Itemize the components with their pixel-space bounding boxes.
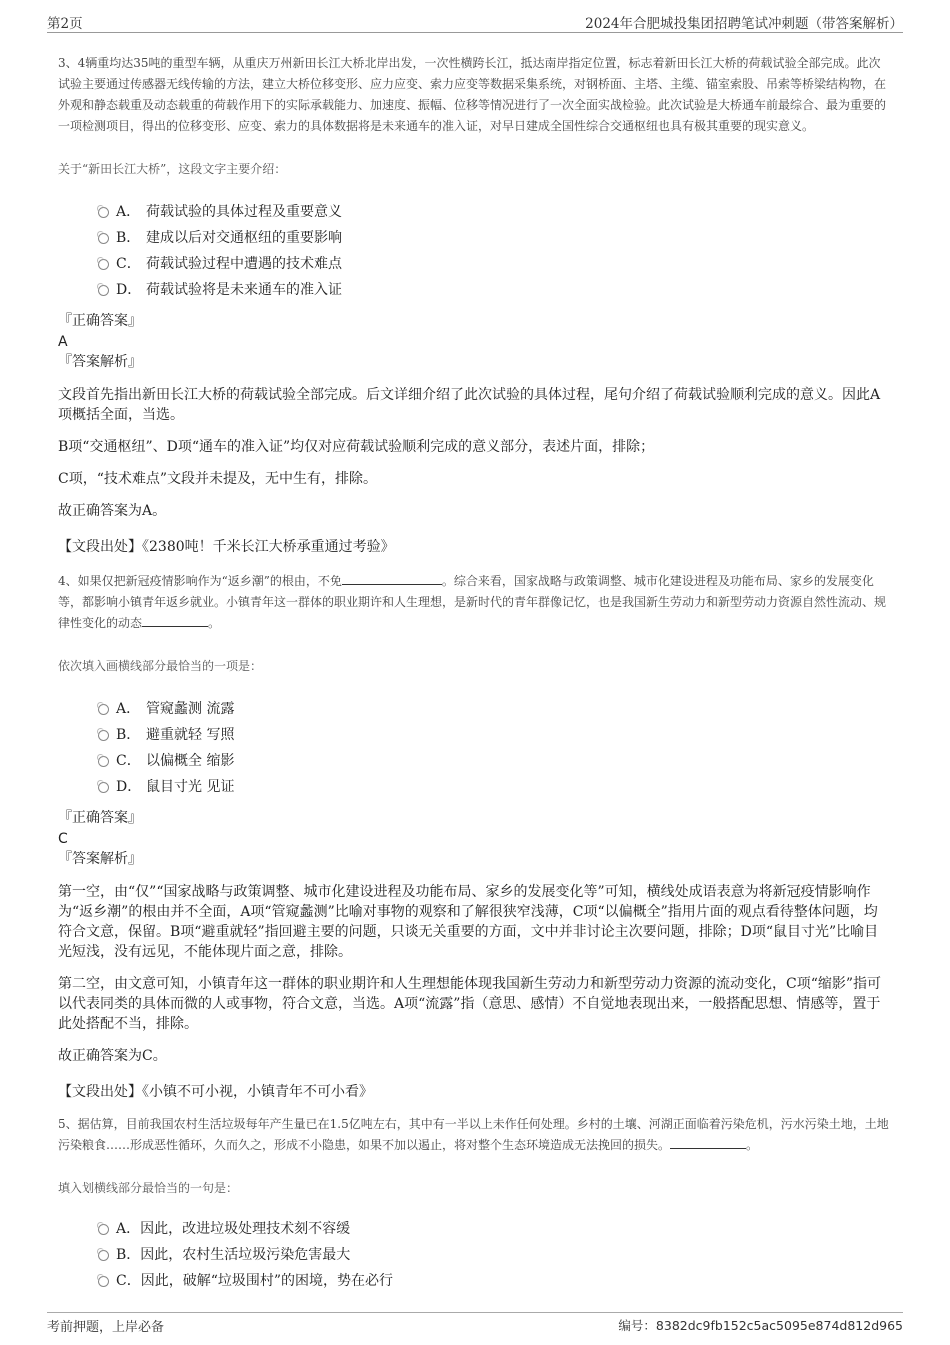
analysis-paragraph: 文段首先指出新田长江大桥的荷载试验全部完成。后文详细介绍了此次试验的具体过程，尾句介绍了荷载试验顺利完成的意义。因此A项概括全面，当选。 [58,387,881,423]
fill-blank [142,614,208,627]
document-serial: 编号：8382dc9fb152c5ac5095e874d812d965 [618,1318,903,1333]
option-c[interactable]: C． 以偏概全 缩影 [98,748,890,774]
option-b[interactable]: B． 避重就轻 写照 [98,722,890,748]
correct-answer: C [58,831,68,847]
radio-icon[interactable] [98,1276,109,1287]
question-5-text: 5、据估算，目前我国农村生活垃圾每年产生量已在1.5亿吨左右，其中有一半以上未作任何处理。乡村的土壤、河湖正面临着污染危机，污水污染土地，土地污染粮食……形成恶性循环，久而久之，形成不小隐患，如果不加以遏止，将对整个生态环境造成无法挽回的损失。 。 [58,1117,889,1152]
analysis-paragraph: B项“交通枢纽”、D项“通车的准入证”均仅对应荷载试验顺利完成的意义部分，表述片面，排除； [58,439,655,455]
correct-answer: A [58,334,68,350]
question-3 [58,53,890,557]
radio-icon[interactable] [98,207,109,218]
answer-heading: 『正确答案』 [58,313,142,329]
question-4-prompt: 依次填入画横线部分最恰当的一项是： [58,659,263,673]
radio-icon[interactable] [98,1224,109,1235]
fill-blank [342,572,442,585]
option-a[interactable]: A． 管窥蠡测 流露 [98,696,890,722]
analysis-heading: 『答案解析』 [58,354,142,370]
radio-icon[interactable] [98,259,109,270]
page-number: 第2页 [47,16,83,32]
analysis-conclusion: 故正确答案为C。 [58,1048,167,1064]
question-5 [58,1114,890,1294]
option-b[interactable]: B．因此，农村生活垃圾污染危害最大 [98,1242,890,1268]
page-footer [47,1312,903,1337]
question-4-options [98,696,890,800]
answer-heading: 『正确答案』 [58,810,142,826]
option-d[interactable]: D． 荷载试验将是未来通车的准入证 [98,277,890,303]
question-3-prompt: 关于“新田长江大桥”，这段文字主要介绍： [58,162,287,176]
radio-icon[interactable] [98,233,109,244]
option-b[interactable]: B． 建成以后对交通枢纽的重要影响 [98,225,890,251]
footer-slogan: 考前押题，上岸必备 [47,1320,165,1335]
radio-icon[interactable] [98,782,109,793]
option-a[interactable]: A． 荷载试验的具体过程及重要意义 [98,199,890,225]
radio-icon[interactable] [98,704,109,715]
question-5-options [98,1216,890,1294]
source-citation: 【文段出处】《小镇不可小视，小镇青年不可小看》 [58,1084,373,1100]
analysis-heading: 『答案解析』 [58,851,142,867]
analysis-paragraph: 第一空，由“仅”“国家战略与政策调整、城市化建设进程及功能布局、家乡的发展变化等”可知，横线处成语表意为将新冠疫情影响作为“返乡潮”的根由并不全面，A项“管窥蠡测”比喻对事物的观察和了解很狭窄浅薄，C项“以偏概全”指用片面的观点看待整体问题，均符合文意，保留。B项“避重就轻”指回避主要的问题，只谈无关重要的方面，文中并非讨论主次要问题，排除；D项“鼠目寸光”比喻目光短浅，没有远见，不能体现片面之意，排除。 [58,884,879,960]
document-body [58,53,890,1294]
question-5-prompt: 填入划横线部分最恰当的一句是： [58,1181,239,1195]
question-4-text: 4、如果仅把新冠疫情影响作为“返乡潮”的根由，不免 。综合来看，国家战略与政策调整、城市化建设进程及功能布局、家乡的发展变化等，都影响小镇青年返乡就业。小镇青年这一群体的职业期许和人生理想，是新时代的青年群像记忆，也是我国新生劳动力和新型劳动力资源自然性流动、规律性变化的动态 。 [58,574,887,630]
source-citation: 【文段出处】《2380吨！千米长江大桥承重通过考验》 [58,539,395,555]
option-c[interactable]: C．因此，破解“垃圾围村”的困境，势在必行 [98,1268,890,1294]
analysis-paragraph: 第二空，由文意可知，小镇青年这一群体的职业期许和人生理想能体现我国新生劳动力和新型劳动力资源的流动变化，C项“缩影”指可以代表同类的具体而微的人或事物，符合文意，当选。A项“流露”指（意思、感情）不自觉地表现出来，一般搭配思想、情感等，置于此处搭配不当，排除。 [58,976,882,1032]
radio-icon[interactable] [98,285,109,296]
radio-icon[interactable] [98,1250,109,1261]
question-3-options [98,199,890,303]
option-d[interactable]: D． 鼠目寸光 见证 [98,774,890,800]
option-a[interactable]: A．因此，改进垃圾处理技术刻不容缓 [98,1216,890,1242]
option-c[interactable]: C． 荷载试验过程中遭遇的技术难点 [98,251,890,277]
analysis-paragraph: C项，“技术难点”文段并未提及，无中生有，排除。 [58,471,378,487]
question-3-text: 3、4辆重均达35吨的重型车辆，从重庆万州新田长江大桥北岸出发，一次性横跨长江，抵达南岸指定位置，标志着新田长江大桥的荷载试验全部完成。此次试验主要通过传感器无线传输的方法，建立大桥位移变形、应力应变、索力应变等数据采集系统，对钢桥面、主塔、主缆、锚室索股、吊索等桥梁结构物，在外观和静态载重及动态载重的荷载作用下的实际承载能力、加速度、振幅、位移等情况进行了一次全面实战检验。此次试验是大桥通车前最综合、最为重要的一项检测项目，得出的位移变形、应变、索力的具体数据将是未来通车的准入证，对早日建成全国性综合交通枢纽也具有极其重要的现实意义。 [58,56,887,133]
radio-icon[interactable] [98,730,109,741]
analysis-conclusion: 故正确答案为A。 [58,503,167,519]
question-4 [58,571,890,1102]
fill-blank [670,1136,746,1149]
page-header [47,10,903,33]
document-title: 2024年合肥城投集团招聘笔试冲刺题（带答案解析） [585,16,903,32]
radio-icon[interactable] [98,756,109,767]
